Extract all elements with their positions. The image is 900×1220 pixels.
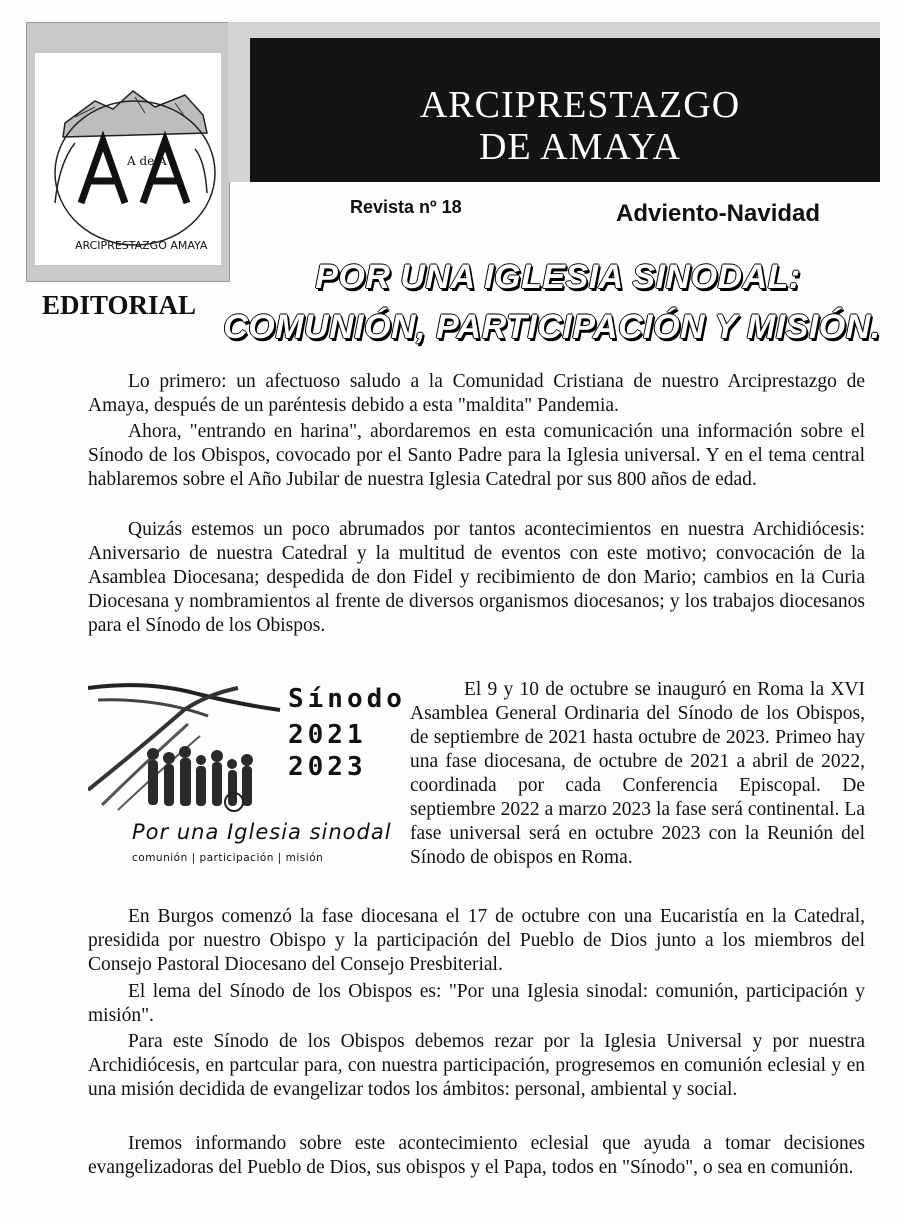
logo-de-text: A de A xyxy=(127,154,167,168)
synod-illustration xyxy=(88,680,288,815)
archpriesthood-logo xyxy=(35,53,221,265)
paragraph-8: Iremos informando sobre este acontecimiento eclesial que ayuda a tomar decisiones evangelizadoras del Pueblo de Dios, sus obispos y el Papa, todos en "Sínodo", o sea en comunión. xyxy=(88,1133,865,1178)
paragraph-7: Para este Sínodo de los Obispos debemos rezar por la Iglesia Universal y por nuestra Archidiócesis, en partcular para, con nuestra participación, progresemos en comunión eclesial y en una misión decidida de evangelizar todos los ámbitos: personal, ambiental y social. xyxy=(88,1031,865,1100)
synod-year-end: 2023 xyxy=(288,752,367,782)
synod-motto: Por una Iglesia sinodal xyxy=(132,820,392,844)
paragraph-2: Ahora, "entrando en harina", abordaremos en esta comunicación una información sobre el Sínodo de los Obispos, covocado por el Santo Padre para la Iglesia universal. Y en el tema central hablaremos sobre el Año Jubilar de nuestra Iglesia Catedral por sus 800 años de edad. xyxy=(88,421,865,490)
paragraph-6: El lema del Sínodo de los Obispos es: "Por una Iglesia sinodal: comunión, participación y misión". xyxy=(88,981,865,1026)
logo-emblem xyxy=(35,53,221,265)
issue-number: Revista nº 18 xyxy=(350,197,462,217)
section-label: EDITORIAL xyxy=(42,290,197,320)
logo-frame xyxy=(26,22,230,282)
synod-logo xyxy=(88,680,406,870)
title-background xyxy=(250,38,880,182)
paragraph-1: Lo primero: un afectuoso saludo a la Comunidad Cristiana de nuestro Arciprestazgo de Amaya, después de un paréntesis debido a esta "maldita" Pandemia. xyxy=(88,371,865,416)
paragraph-3: Quizás estemos un poco abrumados por tantos acontecimientos en nuestra Archidiócesis: Aniversario de nuestra Catedral y la multitud de eventos con este motivo; convocación de la Asamblea Diocesana; despedida de don Fidel y recibimiento de don Mario; cambios en la Curia Diocesana y nombramientos al frente de diversos organismos diocesanos; y los trabajos diocesanos para el Sínodo de los Obispos. xyxy=(88,519,865,636)
logo-ring-text: ARCIPRESTAZGO AMAYA xyxy=(75,239,208,252)
paragraph-5: En Burgos comenzó la fase diocesana el 17 de octubre con una Eucaristía en la Catedral, presidida por nuestro Obispo y la participación del Pueblo de Dios junto a los miembros del Consejo Pastoral Diocesano del Consejo Presbiterial. xyxy=(88,906,865,975)
synod-subtitle: comunión | participación | misión xyxy=(132,852,324,864)
headline-line2: COMUNIÓN, PARTICIPACIÓN Y MISIÓN. xyxy=(223,308,881,346)
headline-line1: POR UNA IGLESIA SINODAL: xyxy=(315,258,801,296)
paragraph-4: El 9 y 10 de octubre se inauguró en Roma la XVI Asamblea General Ordinaria del Sínodo de los Obispos, de septiembre de 2021 hasta octubre de 2023. Primeo hay una fase diocesana, de octubre de 2021 a abril de 2022, coordinada por cada Conferencia Episcopal. De septiembre 2022 a marzo 2023 la fase será continental. La fase universal será en octubre 2023 con la Reunión del Sínodo de obispos en Roma. xyxy=(410,679,865,868)
title-banner xyxy=(228,22,880,182)
synod-year-start: 2021 xyxy=(288,720,367,750)
publication-title-line1: ARCIPRESTAZGO xyxy=(419,84,741,126)
synod-word: Sínodo xyxy=(288,684,406,714)
season-label: Adviento-Navidad xyxy=(616,200,821,227)
publication-title-line2: DE AMAYA xyxy=(479,126,681,168)
